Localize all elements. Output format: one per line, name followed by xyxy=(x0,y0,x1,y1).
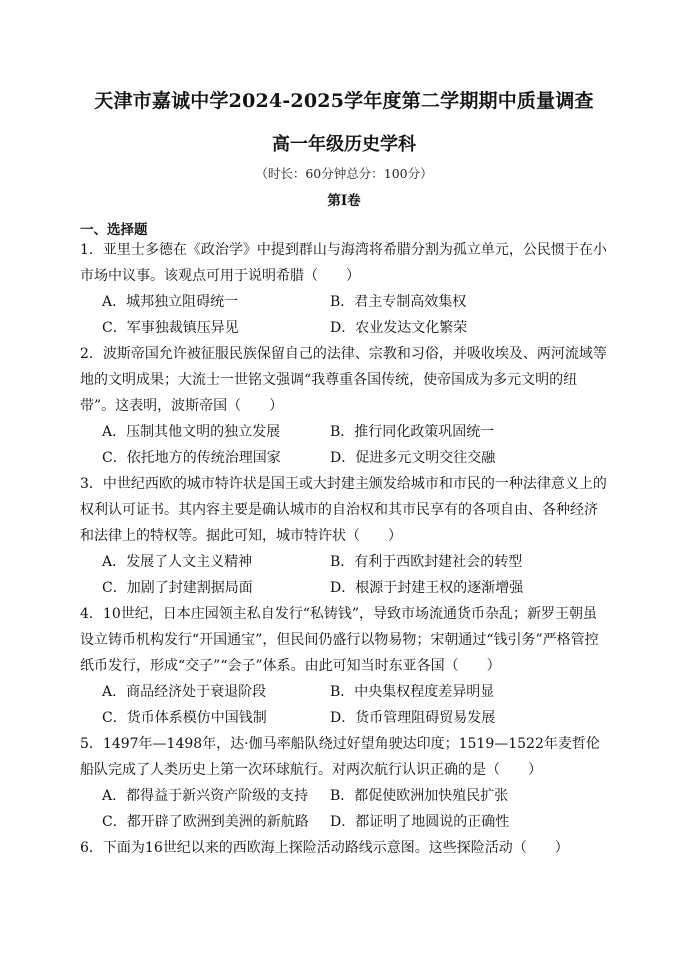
question-stem: 2．波斯帝国允许被征服民族保留自己的法律、宗教和习俗，并吸收埃及、两河流域等地的文明成果；大流士一世铭文强调“我尊重各国传统，使帝国成为多元文明的纽带”。这表明，波斯帝国（ ） xyxy=(80,346,607,414)
options-row xyxy=(80,809,608,835)
option-d: D．根源于封建王权的逐渐增强 xyxy=(330,580,524,596)
question-6 xyxy=(80,835,608,861)
options-row xyxy=(80,289,608,315)
option-b: B．有利于西欧封建社会的转型 xyxy=(330,554,523,570)
option-b: B．中央集权程度差异明显 xyxy=(330,684,495,700)
option-d: D．都证明了地圆说的正确性 xyxy=(330,814,510,830)
exam-duration-score: （时长：60分钟总分：100分） xyxy=(255,166,433,181)
option-a: A．城邦独立阻碍统一 xyxy=(102,294,239,310)
option-c: C．加剧了封建割据局面 xyxy=(102,580,253,596)
option-c: C．都开辟了欧洲到美洲的新航路 xyxy=(102,814,309,830)
option-c: C．货币体系模仿中国钱制 xyxy=(102,710,267,726)
options-row xyxy=(80,419,608,445)
volume-label: 第Ⅰ卷 xyxy=(327,193,361,209)
option-a: A．压制其他文明的独立发展 xyxy=(102,424,281,440)
options-row xyxy=(80,783,608,809)
option-a: A．商品经济处于衰退阶段 xyxy=(102,684,267,700)
question-2 xyxy=(80,341,608,471)
options-row xyxy=(80,315,608,341)
question-3 xyxy=(80,471,608,601)
option-c: C．依托地方的传统治理国家 xyxy=(102,450,281,466)
question-stem: 5．1497年—1498年，达·伽马率船队绕过好望角驶达印度；1519—1522年麦哲伦船队完成了人类历史上第一次环球航行。对两次航行认识正确的是（ ） xyxy=(80,736,600,778)
question-stem: 6．下面为16世纪以来的西欧海上探险活动路线示意图。这些探险活动（ ） xyxy=(80,840,569,856)
option-d: D．货币管理阻碍贸易发展 xyxy=(330,710,496,726)
question-5 xyxy=(80,731,608,835)
option-c: C．军事独裁镇压异见 xyxy=(102,320,239,336)
option-b: B．推行同化政策巩固统一 xyxy=(330,424,495,440)
option-b: B．都促使欧洲加快殖民扩张 xyxy=(330,788,509,804)
options-row xyxy=(80,679,608,705)
question-1 xyxy=(80,237,608,341)
question-stem: 3．中世纪西欧的城市特许状是国王或大封建主颁发给城市和市民的一种法律意义上的权利认可证书。其内容主要是确认城市的自治权和其市民享有的各项自由、各种经济和法律上的特权等。据此可知，城市特许状（ ） xyxy=(80,476,607,544)
options-row xyxy=(80,705,608,731)
question-stem: 4．10世纪，日本庄园领主私自发行“私铸钱”，导致市场流通货币杂乱；新罗王朝虽设立铸币机构发行“开国通宝”，但民间仍盛行以物易物；宋朝通过“钱引务”严格管控纸币发行，形成“交子”“会子”体系。由此可知当时东亚各国（ ） xyxy=(80,606,599,674)
section-heading: 一、选择题 xyxy=(80,222,148,238)
options-row xyxy=(80,549,608,575)
exam-title: 天津市嘉诚中学2024-2025学年度第二学期期中质量调查 xyxy=(94,90,594,112)
option-a: A．都得益于新兴资产阶级的支持 xyxy=(102,788,309,804)
exam-subtitle: 高一年级历史学科 xyxy=(272,134,416,155)
question-4 xyxy=(80,601,608,731)
options-row xyxy=(80,445,608,471)
option-d: D．农业发达文化繁荣 xyxy=(330,320,468,336)
question-stem: 1．亚里士多德在《政治学》中提到群山与海湾将希腊分割为孤立单元，公民惯于在小市场中议事。该观点可用于说明希腊（ ） xyxy=(80,242,607,284)
option-a: A．发展了人文主义精神 xyxy=(102,554,253,570)
option-d: D．促进多元文明交往交融 xyxy=(330,450,496,466)
options-row xyxy=(80,575,608,601)
option-b: B．君主专制高效集权 xyxy=(330,294,467,310)
